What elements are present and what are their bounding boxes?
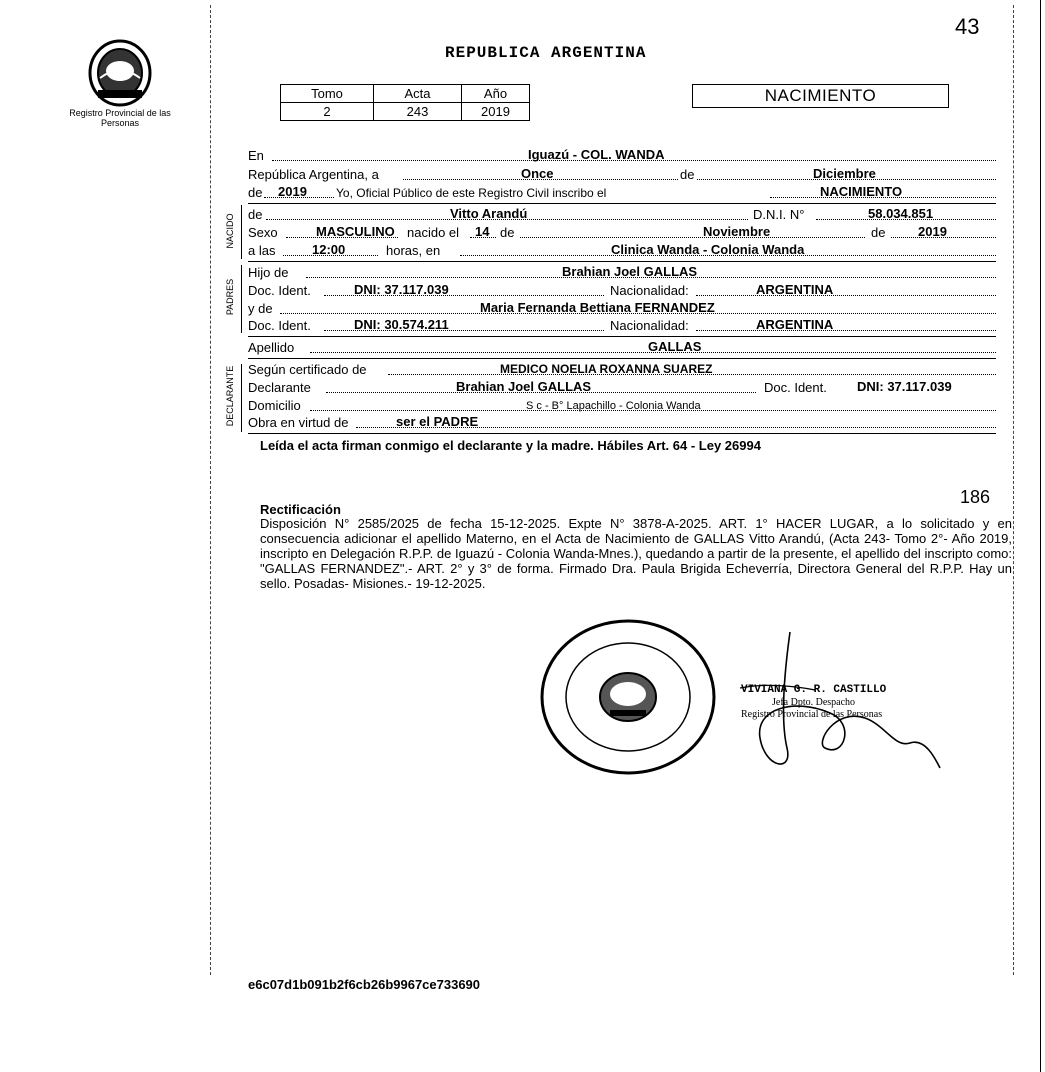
- birth-year: 2019: [918, 224, 947, 239]
- document-hash: e6c07d1b091b2f6cb26b9967ce733690: [248, 977, 481, 992]
- child-dni: 58.034.851: [868, 206, 934, 221]
- birth-place: Clinica Wanda - Colonia Wanda: [611, 242, 805, 257]
- mother-nat: ARGENTINA: [756, 317, 834, 332]
- en-label: En: [248, 148, 264, 163]
- row-mother-doc: [248, 316, 996, 334]
- row-declarante: [248, 378, 996, 396]
- row-place: [248, 146, 996, 164]
- rectificacion-title: Rectificación: [260, 502, 341, 517]
- row-date: [248, 165, 996, 183]
- rep-label: República Argentina, a: [248, 167, 379, 182]
- father-doc-label: Doc. Ident.: [248, 283, 311, 298]
- acta-value: 243: [374, 103, 462, 121]
- cert-label: Según certificado de: [248, 362, 367, 377]
- cert-value: MEDICO NOELIA ROXANNA SUAREZ: [500, 362, 713, 376]
- domicilio-value: S c - B° Lapachillo - Colonia Wanda: [526, 400, 701, 412]
- closing-statement: Leída el acta firman conmigo el declarante y la madre. Hábiles Art. 64 - Ley 26994: [260, 438, 761, 453]
- father-nat: ARGENTINA: [756, 282, 834, 297]
- mother-nat-label: Nacionalidad:: [610, 318, 689, 333]
- section-rule: [248, 203, 996, 204]
- logo-caption: Registro Provincial de las Personas: [69, 108, 171, 128]
- sexo-value: MASCULINO: [316, 224, 395, 239]
- alas-label: a las: [248, 243, 276, 258]
- row-obra: [248, 413, 996, 431]
- obra-value: ser el PADRE: [396, 414, 479, 429]
- month-value: Diciembre: [813, 166, 876, 181]
- father-nat-label: Nacionalidad:: [610, 283, 689, 298]
- de1-label: de: [500, 225, 515, 240]
- section-rule-3: [248, 336, 996, 337]
- mother-name: Maria Fernanda Bettiana FERNANDEZ: [480, 300, 715, 315]
- apellido-value: GALLAS: [648, 339, 702, 354]
- decl-doc: DNI: 37.117.039: [857, 379, 952, 394]
- father-doc: DNI: 37.117.039: [354, 282, 449, 297]
- row-child-name: [248, 205, 996, 223]
- nacido-bracket: [241, 205, 242, 259]
- rectificacion-number: 186: [960, 487, 991, 507]
- de2-label: de: [871, 225, 886, 240]
- signature-stamp-name: VIVIANA G. R. CASTILLO: [741, 684, 887, 696]
- row-mother: [248, 299, 996, 317]
- tomo-header: Tomo: [281, 85, 374, 103]
- father-name: Brahian Joel GALLAS: [562, 264, 698, 279]
- document-title: REPUBLICA ARGENTINA: [445, 44, 647, 62]
- dni-label: D.N.I. N°: [753, 207, 805, 222]
- left-margin-line: [210, 5, 211, 975]
- ano-value: 2019: [462, 103, 530, 121]
- row-birth-date: [248, 223, 996, 241]
- hijo-label: Hijo de: [248, 265, 289, 280]
- page-edge-line: [1040, 0, 1041, 1072]
- registry-table: [280, 84, 530, 121]
- birth-day: 14: [475, 224, 490, 239]
- official-round-stamp: [538, 618, 718, 776]
- horas-label: horas, en: [386, 243, 441, 258]
- declarante-section-label: DECLARANTE: [225, 365, 235, 427]
- child-name: Vitto Arandú: [450, 206, 528, 221]
- nacido-label: nacido el: [407, 225, 460, 240]
- act-kind-value: NACIMIENTO: [820, 184, 903, 199]
- nacido-section-label: NACIDO: [225, 213, 235, 249]
- day-value: Once: [521, 166, 554, 181]
- mother-doc: DNI: 30.574.211: [354, 317, 449, 332]
- decl-doc-label: Doc. Ident.: [764, 380, 827, 395]
- birth-month: Noviembre: [703, 224, 771, 239]
- page-number: 43: [955, 14, 980, 39]
- de-label: de: [680, 167, 695, 182]
- right-margin-line: [1013, 5, 1014, 975]
- apellido-label: Apellido: [248, 340, 295, 355]
- child-de-label: de: [248, 207, 263, 222]
- place-value: Iguazú - COL. WANDA: [528, 147, 665, 162]
- section-rule-4: [248, 358, 996, 359]
- tomo-value: 2: [281, 103, 374, 121]
- padres-bracket: [241, 265, 242, 333]
- province-seal-logo: [80, 38, 160, 108]
- obra-label: Obra en virtud de: [248, 415, 349, 430]
- row-domicilio: [248, 396, 996, 414]
- year-label: de: [248, 185, 263, 200]
- row-apellido: [248, 338, 996, 356]
- decl-label: Declarante: [248, 380, 311, 395]
- sexo-label: Sexo: [248, 225, 278, 240]
- rectificacion-body: Disposición N° 2585/2025 de fecha 15-12-2025. Expte N° 3878-A-2025. ART. 1° HACER LUGAR, a lo solicitado y en consecuencia adicionar el apellido Materno, en el Acta de Nacimiento de GALLAS Vitto Arandú, (Acta 243- Tomo 2°- Año 2019, inscripto en Delegación R.P.P. de Iguazú - Colonia Wanda-Mnes.), quedando a partir de la presente, el apellido del inscripto como: "GALLAS FERNANDEZ".- ART. 2° y 3° de forma. Firmado Dra. Paula Brigida Echeverría, Directora General del R.P.P. Hay un sello. Posadas- Misiones.- 19-12-2025.: [260, 516, 1012, 591]
- mother-doc-label: Doc. Ident.: [248, 318, 311, 333]
- year-value: 2019: [278, 184, 307, 199]
- row-certificado: [248, 360, 996, 378]
- decl-name: Brahian Joel GALLAS: [456, 379, 592, 394]
- row-father: [248, 263, 996, 281]
- row-officer: [248, 183, 996, 201]
- section-rule-2: [248, 261, 996, 262]
- signature-stamp-role: Jefa Dpto. Despacho: [772, 697, 856, 708]
- birth-hour: 12:00: [312, 242, 346, 257]
- row-father-doc: [248, 281, 996, 299]
- record-kind-box: NACIMIENTO: [692, 84, 949, 108]
- dom-label: Domicilio: [248, 398, 301, 413]
- section-rule-5: [248, 433, 996, 434]
- declarante-bracket: [241, 364, 242, 432]
- padres-section-label: PADRES: [225, 278, 235, 316]
- ano-header: Año: [462, 85, 530, 103]
- signature-stamp-org: Registro Provincial de las Personas: [741, 709, 883, 720]
- officer-text: Yo, Oficial Público de este Registro Civil inscribo el: [336, 186, 607, 200]
- yde-label: y de: [248, 301, 273, 316]
- row-birth-place: [248, 241, 996, 259]
- acta-header: Acta: [374, 85, 462, 103]
